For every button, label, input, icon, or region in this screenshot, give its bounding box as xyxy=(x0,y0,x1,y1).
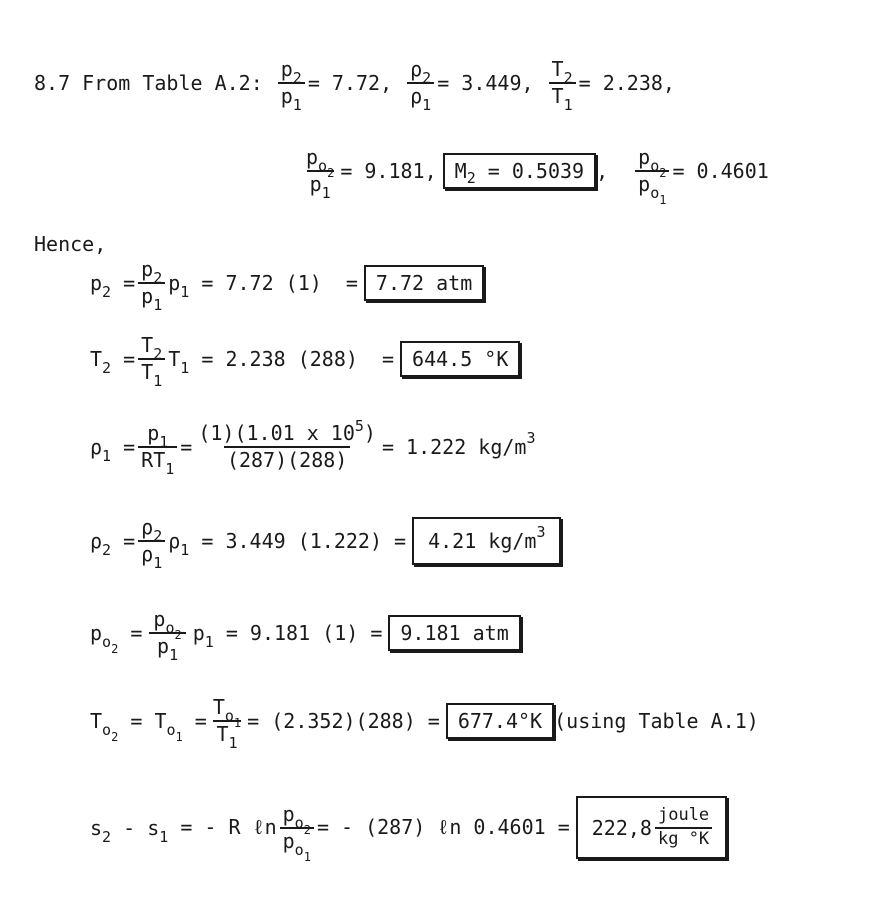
ratio-po2-p1: = 9.181, xyxy=(340,159,437,183)
po2-answer: 9.181 atm xyxy=(400,621,509,645)
fraction-p2-p1: $\frac{p_2}{p_1}$ xyxy=(138,258,165,308)
eq-entropy: $s_2$ - $s_1$ = - R ℓn $\frac{p_{o_2}}{p_{o_1}}$ = - (287) ℓn 0.4601 = 222,8 $\frac{\text{joule}}{kg ^\circ K}$ xyxy=(90,796,727,859)
To2-note: (using Table A.1) xyxy=(554,709,759,733)
entropy-answer: 222,8 xyxy=(591,815,652,840)
p2-calc: = 7.72 (1) xyxy=(201,271,322,295)
rho1-numerator: (1)(1.01 x 10 xyxy=(198,421,355,445)
rho2-calc: = 3.449 (1.222) = xyxy=(201,529,407,553)
To2-calc: = (2.352)(288) = xyxy=(247,709,440,733)
fraction-rho2-rho1: $\frac{\rho_2}{\rho_1}$ xyxy=(138,516,165,566)
problem-line-1 xyxy=(34,57,675,114)
entropy-calc: = - (287) ℓn 0.4601 = xyxy=(316,814,570,839)
problem-line-2: $\frac{p_{o_2}}{p_1}$ = 9.181, M 2 = 0.5039 , $\frac{p_{o_2}}{p_{o_1}}$ = 0.4601 xyxy=(300,146,769,196)
eq-rho1: $\rho_1$ = $\frac{p_1}{RT_1}$ = $\frac{(1)(1.01 x 10^5)}{(287)(288)}$ = 1.222 kg/m 3 xyxy=(90,417,536,478)
po2-calc: = 9.181 (1) = xyxy=(225,621,383,645)
fraction-T2-T1: $\frac{T_2}{T_1}$ xyxy=(138,334,165,384)
po2-answer-box xyxy=(388,615,520,651)
entropy-answer-box xyxy=(576,796,727,859)
To2-answer-box xyxy=(446,703,554,739)
T2-answer-box xyxy=(400,341,520,377)
p2-answer: 7.72 atm xyxy=(375,271,473,295)
mach-value: = 0.5039 xyxy=(487,159,585,183)
fraction-po2-po1: $\frac{p_{o_2}}{p_{o_1}}$ xyxy=(635,146,669,196)
ratio-p2-p1: = 7.72, xyxy=(307,71,393,95)
problem-number: 8.7 xyxy=(34,71,71,95)
T2-calc: = 2.238 (288) xyxy=(201,347,358,371)
fraction-po2-po1: $\frac{p_{o_2}}{p_{o_1}}$ xyxy=(280,803,314,853)
entropy-unit: $\frac{\text{joule}}{kg ^\circ K}$ xyxy=(655,806,712,849)
problem-intro: From Table A.2: xyxy=(82,71,263,95)
eq-rho2: $\rho_2$ = $\frac{\rho_2}{\rho_1}$ $\rho_1$ = 3.449 (1.222) = 4.21 kg/m 3 xyxy=(90,516,561,566)
eq-po2: $p_{o_2}$ = $\frac{p_{o_2}}{p_1}$ $p_1$ = 9.181 (1) = 9.181 atm xyxy=(90,608,521,658)
rho2-answer-box: 4.21 kg/m 3 xyxy=(412,517,561,565)
eq-To2: $T_{o_2}$ = $T_{o_1}$ = $\frac{T_{o_1}}{T_1}$ = (2.352)(288) = 677.4°K (using Table A.1) xyxy=(90,695,759,752)
fraction-rho1-numeric: $\frac{(1)(1.01 x 10^5)}{(287)(288)}$ xyxy=(198,417,376,472)
fraction-To1-T1: $\frac{T_{o_1}}{T_1}$ xyxy=(212,695,242,752)
eq-p2: $p_2$ = $\frac{p_2}{p_1}$ $p_1$ = 7.72 (1) = 7.72 atm xyxy=(90,258,484,308)
fraction-rho2-rho1: $\frac{\rho_2}{\rho_1}$ xyxy=(407,58,434,108)
fraction-T2-T1: $\frac{T_2}{T_1}$ xyxy=(549,58,576,108)
ratio-rho2-rho1: = 3.449, xyxy=(437,71,534,95)
ratio-T2-T1: = 2.238, xyxy=(578,71,675,95)
fraction-po2-p1: $\frac{p_{o_2}}{p_1}$ xyxy=(145,608,189,658)
eq-T2: $T_2$ = $\frac{T_2}{T_1}$ $T_1$ = 2.238 (288) = 644.5 °K xyxy=(90,334,520,384)
fraction-p1-RT1: $\frac{p_1}{RT_1}$ xyxy=(138,422,177,472)
ratio-po2-po1: = 0.4601 xyxy=(672,159,769,183)
fraction-p2-p1: $\frac{p_2}{p_1}$ xyxy=(278,58,305,108)
To2-answer: 677.4°K xyxy=(457,709,543,733)
rho1-denominator: (287)(288) xyxy=(226,448,348,472)
rho1-calc: = 1.222 kg/m xyxy=(381,435,527,459)
rho2-answer: 4.21 kg/m xyxy=(428,529,537,553)
mach-answer-box: M 2 = 0.5039 xyxy=(443,153,596,189)
fraction-po2-p1: $\frac{p_{o_2}}{p_1}$ xyxy=(306,145,335,202)
T2-answer: 644.5 °K xyxy=(412,347,509,371)
hence-label: Hence, xyxy=(34,232,107,256)
p2-answer-box xyxy=(364,265,484,301)
